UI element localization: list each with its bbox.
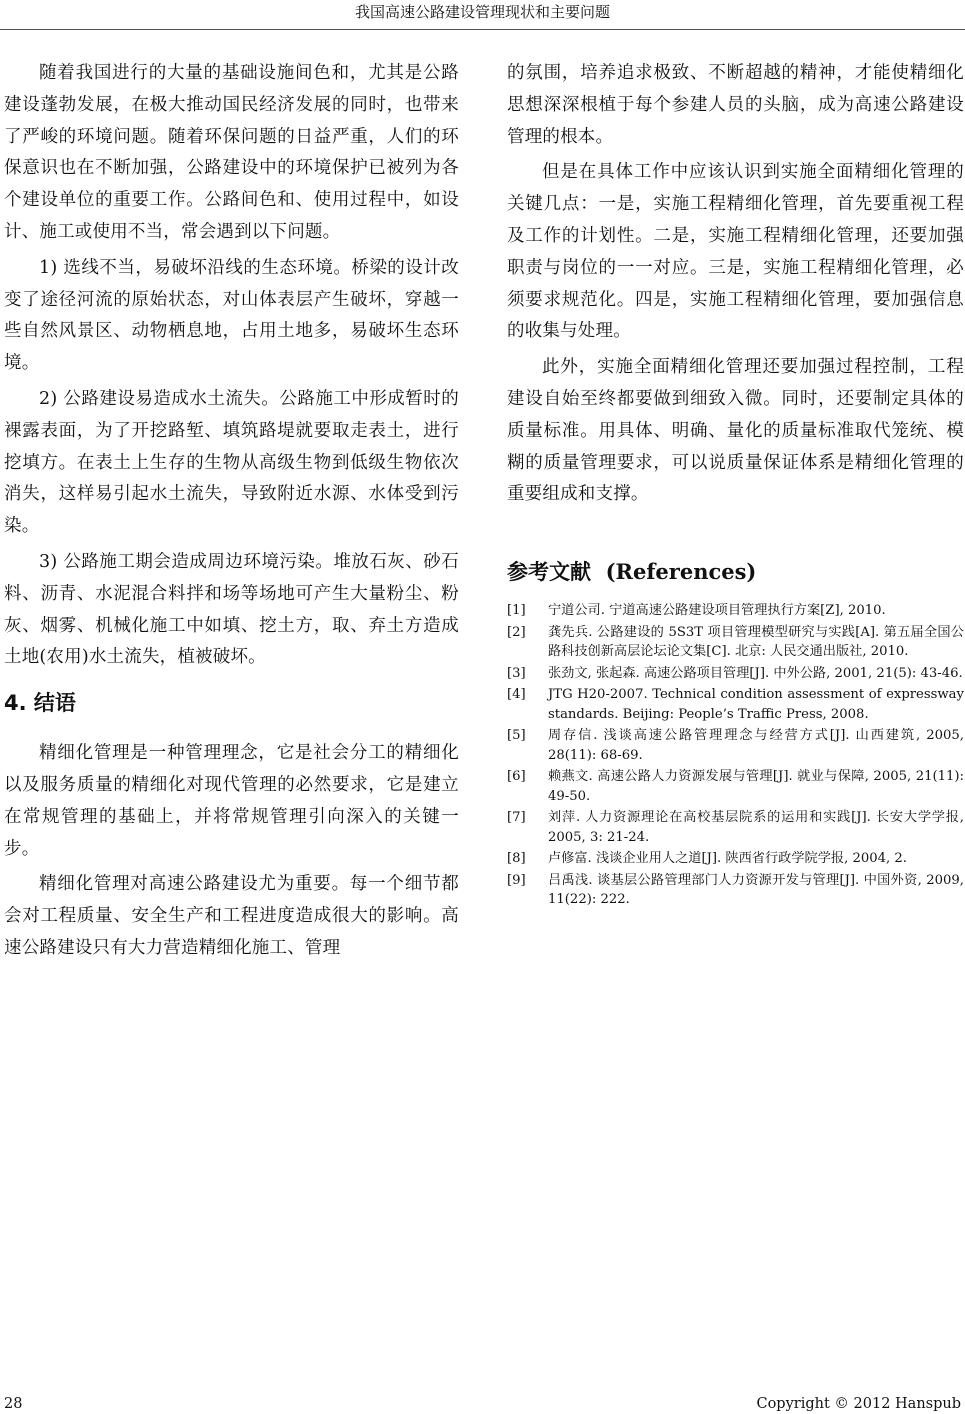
reference-number: [6] (507, 769, 526, 785)
problem-2-paragraph: 2) 公路建设易造成水土流失。公路施工中形成暂时的裸露表面，为了开挖路堑、填筑路堤就要取走表土，进行挖填方。在表土上生存的生物从高级生物到低级生物依次消失，这样易引起水土流失，导致附近水源、水体受到污染。 (4, 388, 459, 537)
reference-item (507, 871, 964, 910)
reference-item (507, 685, 964, 724)
problem-3-paragraph: 3) 公路施工期会造成周边环境污染。堆放石灰、砂石料、沥青、水泥混合料拌和场等场地可产生大量粉尘、粉灰、烟雾、机械化施工中如填、挖土方，取、弃土方造成土地(农用)水土流失，植被破坏。 (4, 551, 459, 668)
reference-number: [5] (507, 728, 526, 744)
reference-number: [8] (507, 851, 526, 867)
conclusion-paragraph-2: 精细化管理对高速公路建设尤为重要。每一个细节都会对工程质量、安全生产和工程进度造成很大的影响。高速公路建设只有大力营造精细化施工、管理 (4, 874, 459, 958)
reference-text: 龚先兵. 公路建设的 5S3T 项目管理模型研究与实践[A]. 第五届全国公路科技创新高层论坛论文集[C]. 北京: 人民交通出版社, 2010. (548, 624, 964, 660)
reference-item (507, 601, 964, 621)
running-header (0, 0, 965, 30)
process-control-paragraph: 此外，实施全面精细化管理还要加强过程控制，工程建设自始至终都要做到细致入微。同时，还要制定具体的质量标准。用具体、明确、量化的质量标准取代笼统、模糊的质量管理要求，可以说质量保证体系是精细化管理的重要组成和支撑。 (507, 357, 964, 505)
reference-item (507, 767, 964, 806)
reference-text: 赖燕文. 高速公路人力资源发展与管理[J]. 就业与保障, 2005, 21(11): 49-50. (548, 769, 964, 804)
continued-paragraph: 的氛围，培养追求极致、不断超越的精神，才能使精细化思想深深根植于每个参建人员的头脑，成为高速公路建设管理的根本。 (507, 63, 964, 147)
references-heading (507, 557, 964, 587)
page-number: 28 (4, 1396, 23, 1412)
reference-number: [4] (507, 687, 526, 703)
reference-item (507, 849, 964, 869)
problem-1-paragraph: 1) 选线不当，易破坏沿线的生态环境。桥梁的设计改变了途径河流的原始状态，对山体表层产生破坏，穿越一些自然风景区、动物栖息地，占用土地多，易破坏生态环境。 (4, 257, 459, 374)
reference-number: [1] (507, 603, 526, 619)
reference-number: [2] (507, 624, 526, 640)
reference-number: [7] (507, 810, 526, 826)
right-column (507, 58, 964, 912)
section-heading-conclusion: 4. 结语 (4, 691, 76, 716)
reference-list (507, 601, 964, 910)
reference-item (507, 623, 964, 662)
key-points-paragraph: 但是在具体工作中应该认识到实施全面精细化管理的关键几点：一是，实施工程精细化管理，首先要重视工程及工作的计划性。二是，实施工程精细化管理，还要加强职责与岗位的一一对应。三是，实施工程精细化管理，必须要求规范化。四是，实施工程精细化管理，要加强信息的收集与处理。 (507, 162, 964, 342)
references-heading-en: (References) (605, 559, 757, 585)
conclusion-paragraph-1: 精细化管理是一种管理理念，它是社会分工的精细化以及服务质量的精细化对现代管理的必然要求，它是建立在常规管理的基础上，并将常规管理引向深入的关键一步。 (4, 743, 459, 859)
reference-item (507, 808, 964, 847)
reference-text: 张劲文, 张起森. 高速公路项目管理[J]. 中外公路, 2001, 21(5): 43-46. (548, 665, 963, 681)
reference-number: [3] (507, 665, 526, 681)
running-title: 我国高速公路建设管理现状和主要问题 (354, 3, 610, 21)
reference-text: 卢修富. 浅谈企业用人之道[J]. 陕西省行政学院学报, 2004, 2. (548, 851, 908, 867)
references-heading-zh: 参考文献 (507, 560, 591, 585)
reference-text: JTG H20-2007. Technical condition assessment of expressway standards. Beijing: People’s Traffic Press, 2008. (548, 687, 964, 722)
reference-number: [9] (507, 872, 526, 888)
reference-text: 周存信. 浅谈高速公路管理理念与经营方式[J]. 山西建筑, 2005, 28(11): 68-69. (548, 728, 964, 763)
intro-paragraph: 随着我国进行的大量的基础设施间色和，尤其是公路建设蓬勃发展，在极大推动国民经济发展的同时，也带来了严峻的环境问题。随着环保问题的日益严重，人们的环保意识也在不断加强，公路建设中的环境保护已被列为各个建设单位的重要工作。公路间色和、使用过程中，如设计、施工或使用不当，常会遇到以下问题。 (4, 63, 459, 242)
reference-item (507, 664, 964, 684)
reference-text: 刘萍. 人力资源理论在高校基层院系的运用和实践[J]. 长安大学学报, 2005, 3: 21-24. (548, 810, 964, 845)
reference-text: 吕禹浅. 谈基层公路管理部门人力资源开发与管理[J]. 中国外资, 2009, 11(22): 222. (548, 872, 964, 908)
copyright-notice: Copyright © 2012 Hanspub (756, 1396, 961, 1412)
reference-text: 宁道公司. 宁道高速公路建设项目管理执行方案[Z], 2010. (548, 603, 886, 619)
left-column (4, 58, 459, 969)
reference-item (507, 726, 964, 765)
